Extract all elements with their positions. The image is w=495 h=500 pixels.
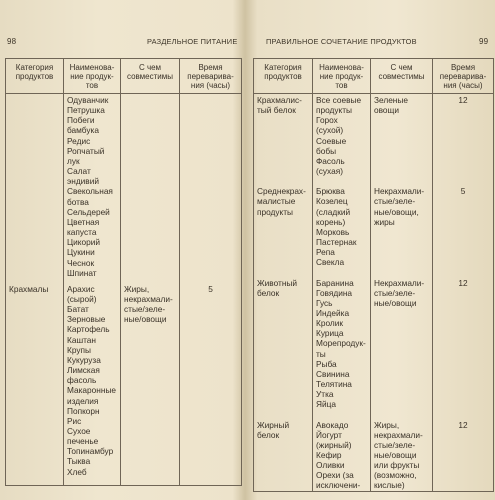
time-cell: 12 [433, 94, 494, 187]
header-products: Наименова- ние продук- тов [64, 59, 121, 94]
category-cell: Крахмалы [6, 278, 64, 485]
left-page [0, 0, 246, 500]
header-digestion-time: Время переварива- ния (часы) [433, 59, 494, 94]
compatible-cell: Жиры, некрахмали- стые/зеле- ные/овощи или фрукты (возможно, кислые) [371, 420, 433, 492]
time-cell [180, 94, 242, 278]
table-row [254, 94, 494, 187]
left-running-head: РАЗДЕЛЬНОЕ ПИТАНИЕ [147, 37, 238, 46]
compatible-cell: Зеленые овощи [371, 94, 433, 187]
left-food-table [5, 58, 242, 486]
compatible-cell: Некрахмали- стые/зеле- ные/овощи, жиры [371, 186, 433, 277]
time-cell: 5 [180, 278, 242, 485]
table-row [6, 94, 242, 278]
header-products: Наименова- ние продук- тов [313, 59, 371, 94]
table-header-row [6, 59, 242, 94]
table-header-row [254, 59, 494, 94]
category-cell: Крахмалис- тый белок [254, 94, 313, 187]
compatible-cell: Некрахмали- стые/зеле- ные/овощи [371, 278, 433, 420]
right-page [249, 0, 495, 500]
category-cell [6, 94, 64, 278]
time-cell: 12 [433, 278, 494, 420]
category-cell: Животный белок [254, 278, 313, 420]
header-digestion-time: Время переварива- ния (часы) [180, 59, 242, 94]
products-cell: Арахис (сырой) Батат Зерновые Картофель Каштан Крупы Кукуруза Лимская фасоль Макаронные изделия Попкорн Рис Сухое печенье Топинамбур Тыква Хлеб [64, 278, 121, 485]
header-category: Категория продуктов [254, 59, 313, 94]
header-compatible: С чем совместимы [371, 59, 433, 94]
products-cell: Брюква Козелец (сладкий корень) Морковь Пастернак Репа Свекла [313, 186, 371, 277]
time-cell: 5 [433, 186, 494, 277]
table-row [254, 186, 494, 277]
time-cell: 12 [433, 420, 494, 492]
compatible-cell [121, 94, 180, 278]
products-cell: Баранина Говядина Гусь Индейка Кролик Курица Морепродук- ты Рыба Свинина Телятина Утка Яйца [313, 278, 371, 420]
header-category: Категория продуктов [6, 59, 64, 94]
compatible-cell: Жиры, некрахмали- стые/зеле- ные/овощи [121, 278, 180, 485]
left-page-number: 98 [7, 37, 17, 46]
right-running-head: ПРАВИЛЬНОЕ СОЧЕТАНИЕ ПРОДУКТОВ [266, 37, 417, 46]
category-cell: Среднекрах- малистые продукты [254, 186, 313, 277]
right-food-table [253, 58, 494, 492]
products-cell: Одуванчик Петрушка Побеги бамбука Редис Ропчатый лук Салат эндивий Свекольная ботва Сельдерей Цветная капуста Цикорий Цукини Чеснок Шпинат [64, 94, 121, 278]
table-row [6, 278, 242, 485]
category-cell: Жирный белок [254, 420, 313, 492]
right-page-number: 99 [479, 37, 489, 46]
products-cell: Все соевые продукты Горох (сухой) Соевые бобы Фасоль (сухая) [313, 94, 371, 187]
header-compatible: С чем совместимы [121, 59, 180, 94]
products-cell: Авокадо Йогурт (жирный) Кефир Оливки Орехи (за исключени- [313, 420, 371, 492]
table-row [254, 420, 494, 492]
table-row [254, 278, 494, 420]
